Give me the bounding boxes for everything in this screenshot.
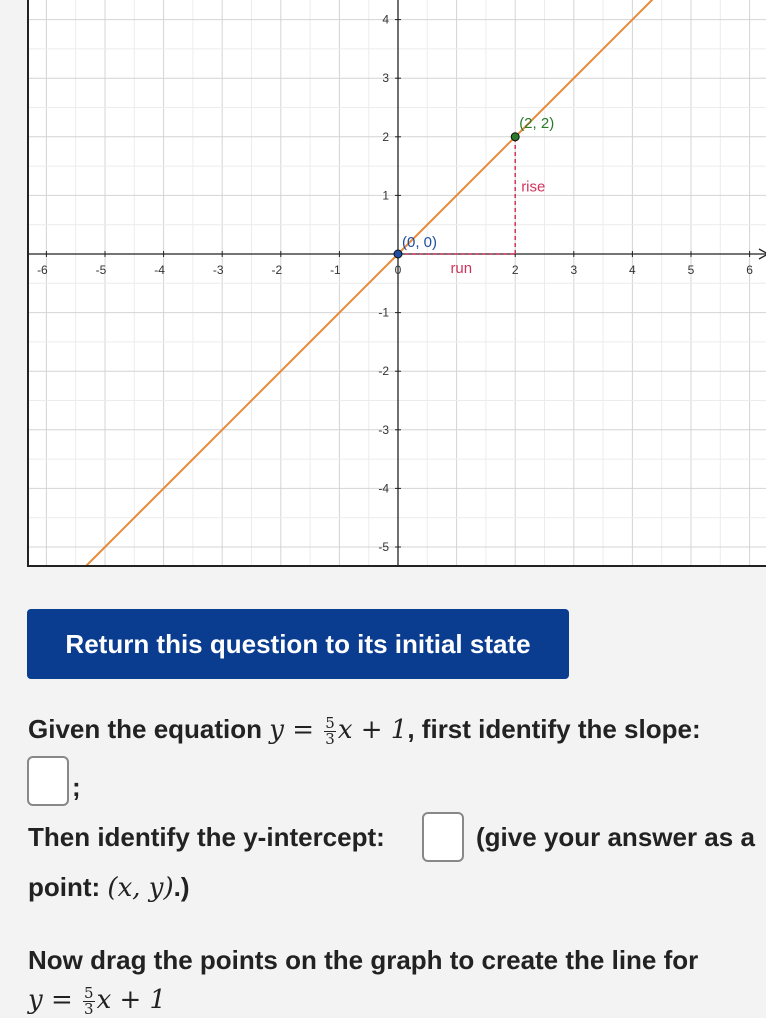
y-tick-label: 1 bbox=[382, 188, 389, 203]
equation-y: y bbox=[269, 715, 284, 745]
point-b-label: (2, 2) bbox=[519, 115, 555, 133]
target-equation bbox=[28, 984, 166, 1017]
x-tick-label: -5 bbox=[95, 263, 107, 277]
semicolon: ; bbox=[72, 772, 81, 802]
equation-fraction bbox=[324, 713, 336, 748]
x-tick-label: -1 bbox=[330, 263, 341, 277]
point-format-hint bbox=[28, 872, 189, 903]
equation-rest: x + 1 bbox=[337, 715, 408, 745]
rise-label: rise bbox=[521, 178, 546, 196]
y-tick-label: 4 bbox=[382, 12, 389, 27]
target-fraction-numerator: 5 bbox=[84, 983, 94, 1002]
target-fraction-denominator: 3 bbox=[84, 999, 94, 1018]
drag-instruction: Now drag the points on the graph to create the line for bbox=[28, 945, 699, 975]
draggable-point-origin[interactable] bbox=[394, 250, 402, 258]
target-equation-fraction bbox=[83, 983, 95, 1018]
target-equation-equals: = bbox=[42, 985, 82, 1015]
equation-equals: = bbox=[283, 715, 323, 745]
point-format-math: (x, y) bbox=[107, 873, 174, 903]
y-intercept-hint: (give your answer as a bbox=[476, 822, 755, 852]
y-tick-label: -5 bbox=[378, 540, 389, 554]
x-tick-label: -2 bbox=[271, 263, 283, 277]
slope-answer-input[interactable] bbox=[27, 756, 69, 806]
x-tick-label: -3 bbox=[212, 263, 224, 277]
target-equation-rest: x + 1 bbox=[96, 985, 167, 1015]
x-tick-label: 5 bbox=[687, 263, 695, 277]
reset-question-button[interactable]: Return this question to its initial state bbox=[27, 609, 569, 679]
y-tick-label: -3 bbox=[378, 422, 389, 437]
y-tick-label: 3 bbox=[382, 71, 389, 86]
slope-prompt bbox=[28, 714, 701, 747]
x-tick-label: -4 bbox=[154, 263, 165, 277]
y-intercept-answer-input[interactable] bbox=[422, 812, 464, 862]
y-intercept-prompt: Then identify the y-intercept: bbox=[28, 822, 385, 852]
fraction-denominator: 3 bbox=[325, 729, 335, 748]
point-format-prefix: point: bbox=[28, 872, 108, 902]
y-tick-label: -1 bbox=[378, 305, 389, 320]
y-tick-label: -4 bbox=[378, 481, 389, 496]
point-origin-label: (0, 0) bbox=[402, 233, 438, 251]
x-tick-label: 0 bbox=[394, 263, 402, 277]
x-tick-label: 2 bbox=[511, 263, 519, 277]
coordinate-graph[interactable] bbox=[27, 0, 766, 567]
slope-prompt-suffix: , first identify the slope: bbox=[407, 714, 701, 744]
point-format-suffix: .) bbox=[173, 872, 190, 902]
fraction-numerator: 5 bbox=[325, 713, 335, 732]
x-tick-label: 3 bbox=[570, 263, 578, 277]
draggable-point-b[interactable] bbox=[511, 133, 519, 141]
x-tick-label: 4 bbox=[629, 263, 636, 277]
slope-prompt-text: Given the equation bbox=[28, 714, 270, 744]
graph-panel[interactable] bbox=[27, 0, 766, 567]
x-tick-label: -6 bbox=[37, 263, 48, 277]
y-tick-label: 2 bbox=[382, 129, 389, 144]
run-label: run bbox=[450, 260, 473, 277]
y-tick-label: -2 bbox=[378, 364, 389, 379]
target-equation-y: y bbox=[28, 985, 43, 1015]
x-tick-label: 6 bbox=[746, 263, 753, 277]
